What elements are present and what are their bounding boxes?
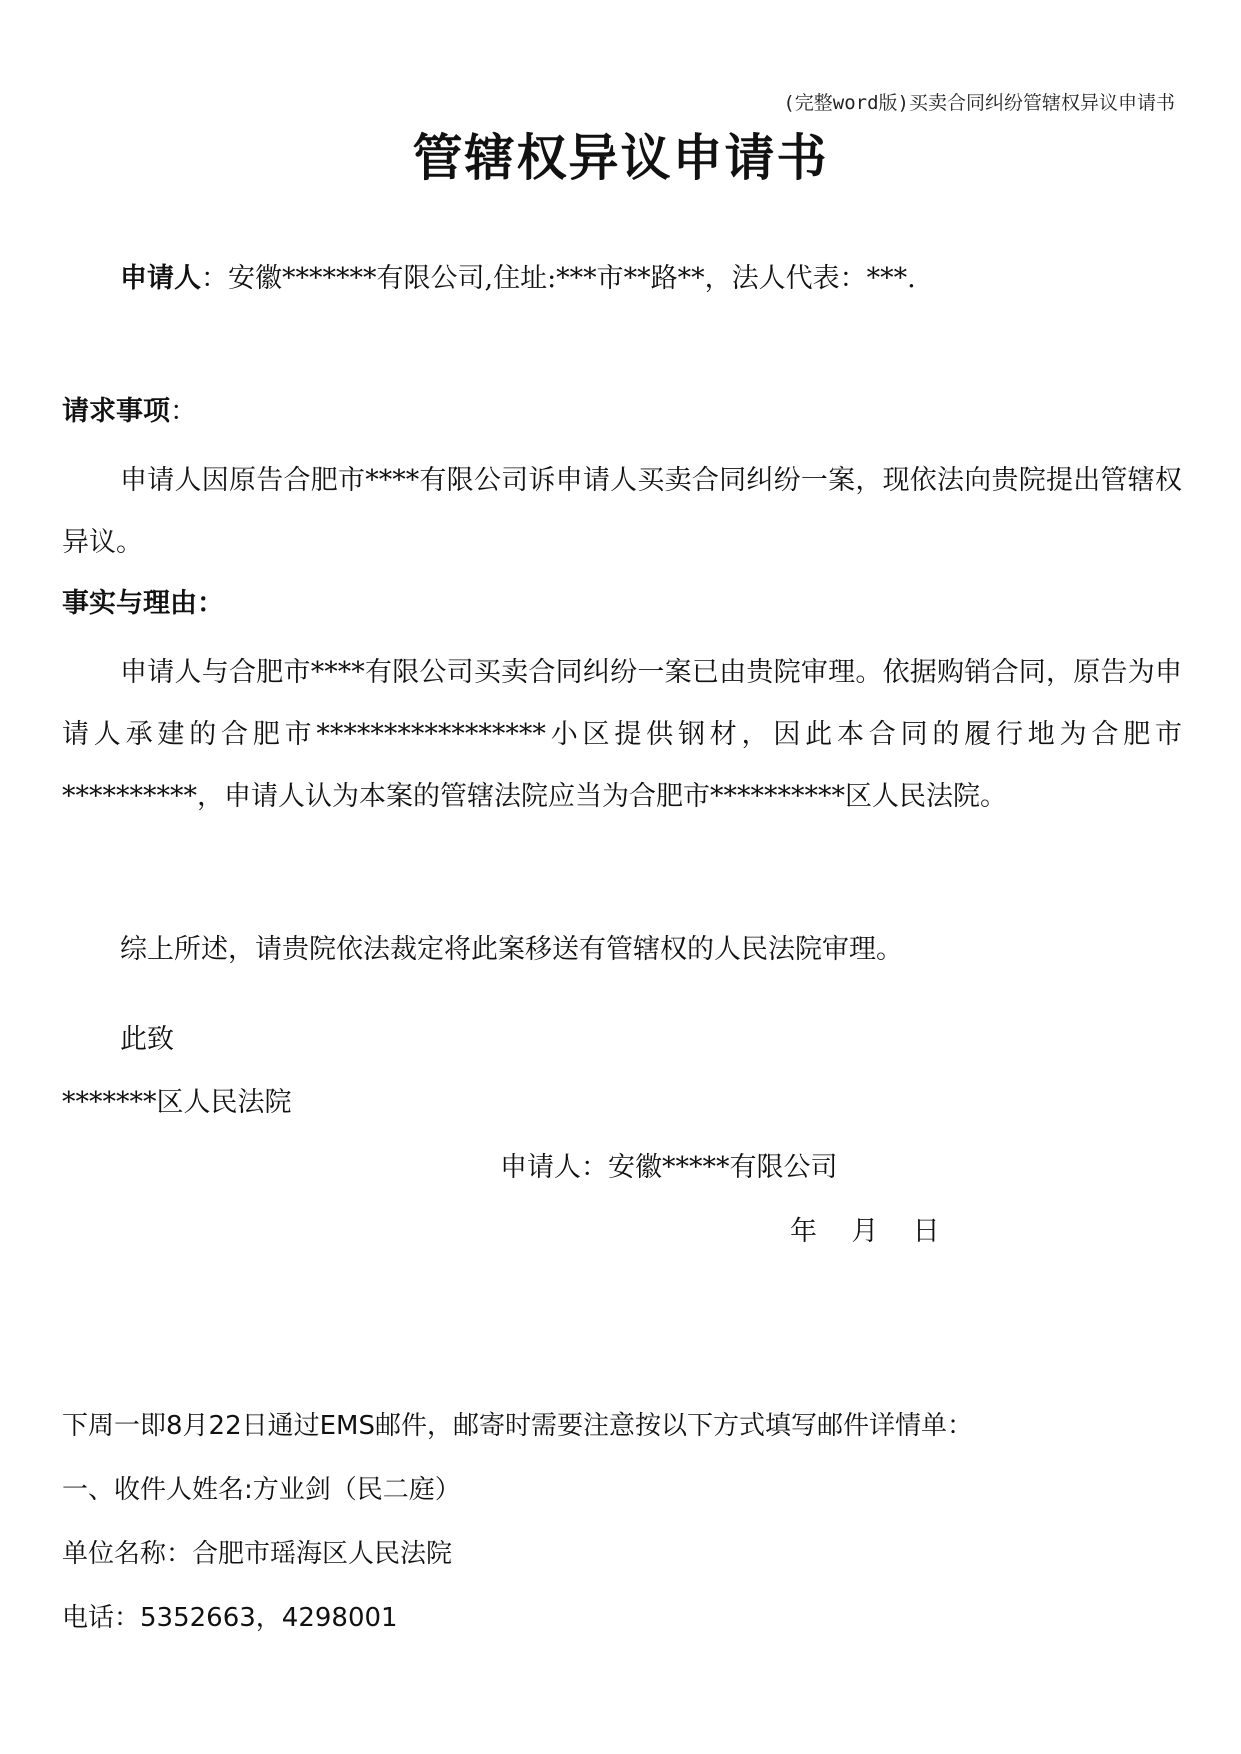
court-name: *******区人民法院: [62, 1087, 292, 1118]
conclusion-paragraph: 综上所述，请贵院依法裁定将此案移送有管辖权的人民法院审理。: [120, 934, 903, 965]
signature-date: 年 月 日: [790, 1216, 940, 1247]
request-heading-colon: ：: [170, 396, 197, 427]
salutation: 此致: [120, 1024, 174, 1055]
document-title: 管辖权异议申请书: [412, 129, 829, 187]
facts-body: 申请人与合肥市****有限公司买卖合同纠纷一案已由贵院审理。依据购销合同，原告为申请人承建的合肥市*****************小区提供钢材，因此本合同的履行地为合肥市**********，申请人认为本案的管辖法院应当为合肥市**********区人民法院。: [62, 657, 1182, 812]
applicant-paragraph: [62, 248, 1182, 310]
facts-heading: 事实与理由：: [62, 588, 224, 619]
applicant-text: ：安徽*******有限公司,住址:***市**路**，法人代表：***.: [201, 263, 916, 294]
mailing-note-line: 下周一即8月22日通过EMS邮件，邮寄时需要注意按以下方式填写邮件详情单：: [62, 1411, 973, 1441]
mailing-note-line: 单位名称：合肥市瑶海区人民法院: [62, 1539, 453, 1569]
mailing-note-line: 一、收件人姓名:方业剑（民二庭）: [62, 1475, 461, 1505]
applicant-label: 申请人: [120, 263, 201, 294]
request-heading-text: 请求事项: [62, 396, 170, 427]
mailing-note-line: 电话：5352663，4298001: [62, 1603, 398, 1633]
signature-applicant: 申请人：安徽*****有限公司: [500, 1152, 838, 1183]
request-heading: [62, 392, 1182, 432]
header-note: (完整word版)买卖合同纠纷管辖权异议申请书: [783, 92, 1175, 114]
request-body: 申请人因原告合肥市****有限公司诉申请人买卖合同纠纷一案，现依法向贵院提出管辖权异议。: [62, 465, 1182, 558]
